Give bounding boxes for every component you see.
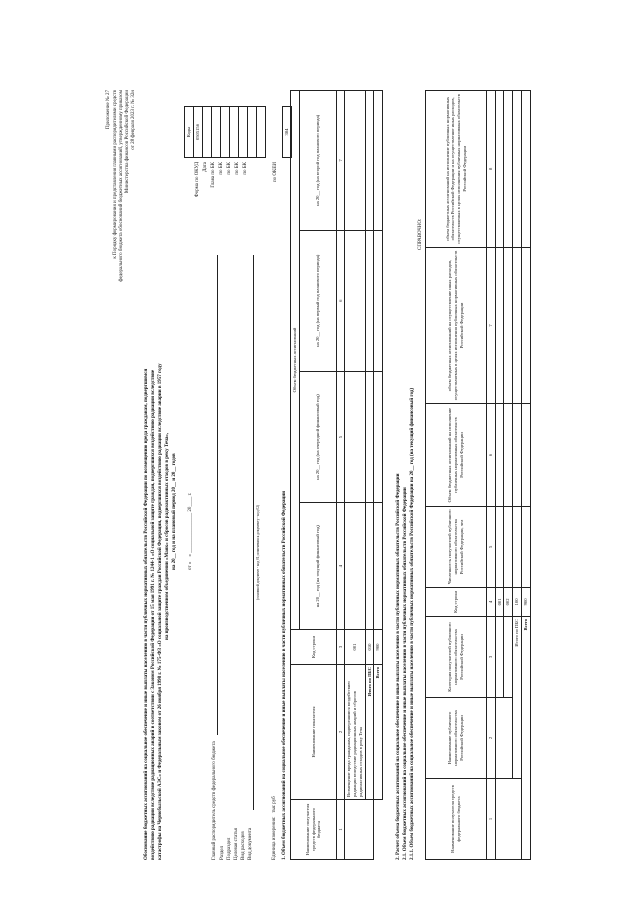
col-num: 2 [336,665,345,800]
table-cell[interactable] [345,503,365,630]
table-cell[interactable] [504,91,513,248]
date-line: от « » ________________ 20____ г. [188,492,193,570]
table-cell[interactable] [513,247,522,404]
table-cell[interactable] [374,91,383,231]
col-header: Объем бюджетных ассигнований на исполнение публичных нормативных обязательств Российской Федерации [426,404,487,507]
codes-title: Коды [185,107,194,158]
section1-title: 1. Объем бюджетных ассигнований на социальное обеспечение и иные выплаты населению в части публичных нормативных обязательств Российской Федерации [282,490,287,860]
table-cell[interactable] [374,371,383,503]
total-label: Всего [374,665,383,800]
bk-label: по БК [243,162,248,175]
appendix-title: Приложение № 27 [106,90,111,130]
col-group-header: Объем бюджетных ассигнований [291,91,300,630]
col-num: 4 [487,587,496,616]
date-label: Дата [203,162,208,172]
col-num: 1 [487,779,496,860]
heading-line: на 20__ год и на плановый период 20__ и 20__ годов [172,453,177,570]
doc-type-note: (основной документ - код 01; изменения к документу - код 02) [256,504,260,600]
col-header: Наименование получателя средств федерального бюджета [291,800,337,860]
col-header: Наименование показателя [291,665,337,800]
section2-table [425,90,531,860]
table-cell[interactable] [365,371,374,503]
rotated-form [100,60,580,870]
col-header: Наименование получателя средств федерального бюджета [426,779,487,860]
table-cell[interactable] [513,404,522,507]
codes-table [184,106,292,158]
col-header: на 20__ год (на очередной финансовый год) [299,371,336,503]
total-pbs-label: Итого по ПБС [513,617,522,779]
table-cell[interactable] [521,404,530,507]
col-header: объем бюджетных ассигнований на исполнение публичных нормативных обязательств Российской Федерации и на осуществление иных расходов, осуществляемых в целях исполнения публичных нормативных обязательств Российской Федерации [426,91,487,248]
table-cell[interactable] [521,506,530,587]
code-cell [221,107,230,158]
bk-label: по БК [219,162,224,175]
table-cell[interactable] [374,503,383,630]
fill-line [217,255,218,735]
code-cell [230,107,239,158]
table-cell[interactable] [374,230,383,371]
row-indicator: Возмещение вреда гражданам, подвергшимся воздействию радиации вследствие радиационных аварий и сбросов радиоактивных отходов в реку Теча [345,665,365,800]
code-cell [274,107,283,158]
table-cell[interactable] [345,800,374,860]
glava-label: Глава по БК [211,162,216,188]
col-num: 7 [487,247,496,404]
appendix-line: Министерства финансов Российской Федерации [125,90,130,194]
table-cell[interactable] [345,230,365,371]
heading-line: катастрофы на Чернобыльской АЭС» и Федеральным законом от 26 ноября 1998 г. № 175-ФЗ «О социальной защите граждан Российской Федерации, подвергшихся воздействию радиации вследствие аварии в 1957 году [158,363,163,860]
table-cell[interactable] [513,506,522,587]
table-cell[interactable] [345,91,365,231]
col-num: 4 [336,503,345,630]
table-cell[interactable] [365,91,374,231]
col-header: на 20__ год (на первый год планового периода) [299,230,336,371]
table-cell[interactable] [495,247,504,404]
table-cell[interactable] [495,506,504,587]
doc-type-label: Вид документа [248,827,253,860]
table-cell[interactable] [504,506,513,587]
col-num: 3 [336,630,345,665]
row-code: 900 [374,630,383,665]
table-cell[interactable] [495,698,512,779]
expense-type-label: Вид расходов [241,831,246,860]
section2-sub1: 2.1. Объем бюджетных ассигнований на социальное обеспечение и иные выплаты населению в части публичных нормативных обязательств Российской Федерации [403,487,408,860]
table-cell[interactable] [513,91,522,248]
table-cell[interactable] [504,247,513,404]
row-code: 001 [495,587,504,616]
table-cell[interactable] [365,230,374,371]
code-cell [257,107,266,158]
bk-label: по БК [235,162,240,175]
bk-label: по БК [227,162,232,175]
table-cell[interactable] [504,617,513,698]
col-header: на 20__ год (на текущий финансовый год) [299,503,336,630]
col-header: Категория получателей публичного нормативного обязательства Российской Федерации [426,617,487,698]
table-cell[interactable] [521,91,530,248]
table-cell[interactable] [495,404,504,507]
main-manager-label: Главный распорядитель средств федерального бюджета [212,741,217,860]
units-label: Единица измерения: [272,816,277,860]
code-cell [266,107,275,158]
fill-line [253,255,254,810]
okud-label: Форма по ОКУД [195,162,200,198]
table-cell[interactable] [495,779,521,860]
okei-value: 384 [283,107,292,158]
col-header: Численность получателей публичного нормативного обязательства Российской Федерации, чел [426,506,487,587]
col-num: 3 [487,617,496,698]
empty-cell [374,800,383,860]
col-num: 8 [487,91,496,248]
target-article-label: Целевая статья [234,828,239,860]
units-value: тыс руб [272,796,277,813]
section1-table [290,90,383,860]
appendix-line: от 28 февраля 2023 г. № 32н [131,90,136,150]
row-code: 002 [504,587,513,616]
total-pbs-label: Итого по ПБС [365,665,374,800]
row-code: 100 [513,587,522,616]
table-cell[interactable] [495,91,504,248]
table-cell[interactable] [365,503,374,630]
col-header: Наименование публичного нормативного обязательства Российской Федерации [426,698,487,779]
row-code: 900 [521,587,530,616]
heading-line: Обоснование бюджетных ассигнований на социальное обеспечение и иные выплаты населению в части публичных нормативных обязательств Российской Федерации по возмещению вреда гражданам, подвергшимся [144,368,149,860]
okud-value: 0505156 [194,107,203,158]
code-cell [239,107,248,158]
table-cell[interactable] [345,371,365,503]
total-label: Всего [521,617,530,860]
col-header: Код строки [291,630,337,665]
podrazdel-label: Подраздел [227,837,232,860]
col-header: Код строки [426,587,487,616]
table-cell[interactable] [504,404,513,507]
col-num: 1 [336,800,345,860]
col-header: на 20__ год (на второй год планового периода) [299,91,336,231]
section2-sub11: 2.1.1. Объем бюджетных ассигнований на социальное обеспечение и иные выплаты населению в части публичных нормативных обязательств Российской Федерации на 20__ год (на текущий финансовый год) [410,387,415,860]
heading-line: воздействию радиации вследствие радиационных аварий в соответствии с Законом Российской Федерации от 15 мая 1991 г. № 1244-1 «О социальной защите граждан, подвергшихся воздействию радиации вследствие [151,369,156,860]
code-cell [212,107,221,158]
razdel-label: Раздел [220,845,225,860]
appendix-line: федерального бюджета обоснований бюджетных ассигнований, утвержденному приказом [119,90,124,282]
col-num: 5 [487,506,496,587]
okei-label: по ОКЕИ [273,162,278,183]
row-code: 010 [365,630,374,665]
appendix-line: к Порядку формирования и представления главными распорядителями средств [113,90,118,259]
table-cell[interactable] [495,617,504,698]
code-cell [248,107,257,158]
reference-title: СПРАВОЧНО: [418,218,423,250]
col-num: 7 [336,91,345,231]
col-num: 5 [336,371,345,503]
table-cell[interactable] [521,247,530,404]
col-num: 6 [487,404,496,507]
col-num: 2 [487,698,496,779]
section2-title: 2. Расчет объема бюджетных ассигнований на социальное обеспечение и иные выплаты населению в части публичных нормативных обязательств Российской Федерации [396,473,401,860]
date-value [203,107,212,158]
row-code: 001 [345,630,365,665]
heading-line: на производственном объединении «Маяк» и сбросов радиоактивных отходов в реку Теча», [165,432,170,640]
col-header: объем бюджетных ассигнований на осуществление иных расходов, осуществляемых в целях исполнения публичных нормативных обязательств Российской Федерации [426,247,487,404]
units-row [272,796,278,860]
col-num: 6 [336,230,345,371]
